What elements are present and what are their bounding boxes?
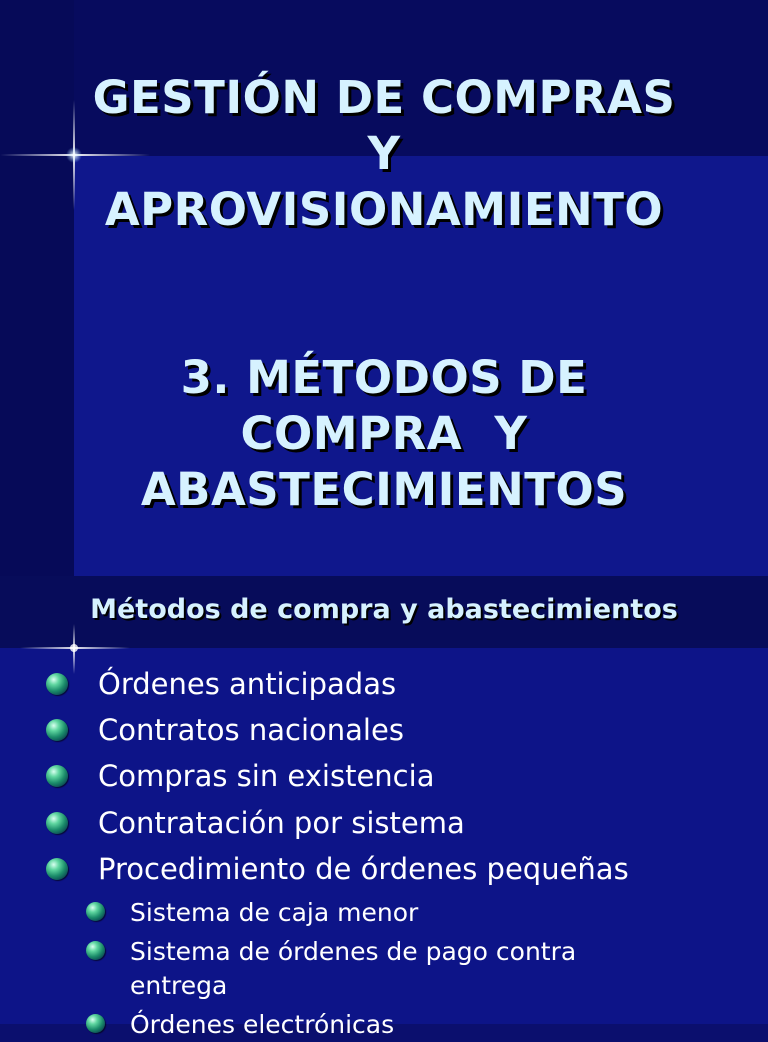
section-title-line: ABASTECIMIENTOS bbox=[140, 463, 628, 516]
main-title-line: Y bbox=[367, 127, 401, 180]
bullet-orb-icon bbox=[46, 673, 68, 695]
list-item-text: Compras sin existencia bbox=[98, 759, 435, 793]
section-title bbox=[0, 350, 768, 518]
list-item-text: Órdenes anticipadas bbox=[98, 667, 397, 701]
list-item-text: Contratación por sistema bbox=[98, 806, 465, 840]
section-title-line: COMPRA Y bbox=[240, 407, 528, 460]
sub-list-item-continuation bbox=[130, 969, 227, 1003]
slide-title: Métodos de compra y abastecimientos bbox=[90, 594, 678, 625]
bullet-orb-icon bbox=[46, 719, 68, 741]
bullet-orb-icon bbox=[46, 765, 68, 787]
list-item bbox=[98, 666, 396, 702]
bullet-orb-icon bbox=[46, 812, 68, 834]
sub-list-item bbox=[130, 896, 418, 930]
sub-list-item-text: Órdenes electrónicas bbox=[130, 1010, 395, 1039]
list-item bbox=[98, 805, 465, 841]
sub-list-item-text: Sistema de órdenes de pago contra bbox=[130, 937, 577, 966]
list-item bbox=[98, 851, 629, 887]
list-item bbox=[98, 758, 434, 794]
bullet-orb-icon bbox=[86, 1014, 105, 1033]
content-slide bbox=[0, 576, 768, 1039]
sub-list-item bbox=[130, 1008, 394, 1042]
section-title-line: 3. MÉTODOS DE bbox=[180, 351, 588, 404]
bullet-orb-icon bbox=[46, 858, 68, 880]
bullet-orb-icon bbox=[86, 941, 105, 960]
list-item-text: Procedimiento de órdenes pequeñas bbox=[98, 852, 629, 886]
sub-list-item-text: entrega bbox=[130, 971, 228, 1000]
sub-list-item bbox=[130, 935, 576, 969]
list-item-text: Contratos nacionales bbox=[98, 713, 404, 747]
list-item bbox=[98, 712, 404, 748]
main-title bbox=[0, 70, 768, 238]
main-title-line: APROVISIONAMIENTO bbox=[104, 183, 664, 236]
main-title-line: GESTIÓN DE COMPRAS bbox=[92, 71, 676, 124]
sub-list-item-text: Sistema de caja menor bbox=[130, 898, 419, 927]
bullet-orb-icon bbox=[86, 902, 105, 921]
